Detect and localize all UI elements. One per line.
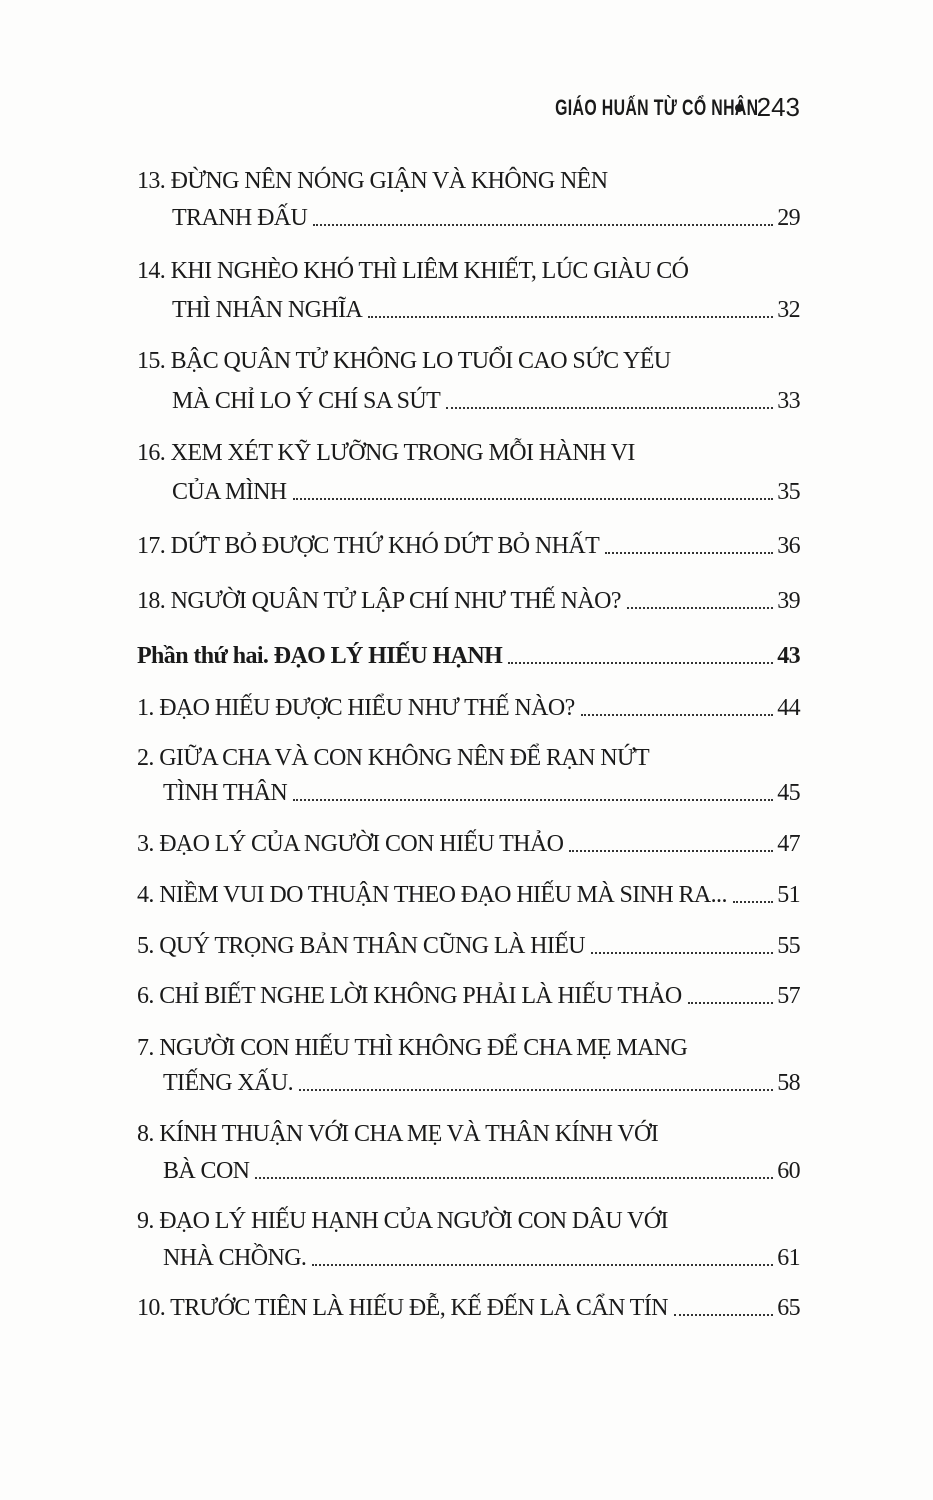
toc-entry-title: TIẾNG XẤU. [163,1070,293,1096]
toc-entry-line [163,1068,800,1098]
toc-entry-line [137,1033,800,1063]
toc-entry-title: NHÀ CHỒNG. [163,1245,307,1271]
toc-entry-line [137,743,800,773]
toc-entry-line [137,346,800,376]
toc-entry-page: 51 [777,882,800,908]
dot-leader [446,407,773,409]
toc-entry-line [137,1206,800,1236]
toc-entry-line [137,166,800,196]
toc-entry-page: 55 [777,933,800,959]
dot-leader [591,952,773,954]
toc-entry-line [172,295,800,325]
toc-entry-line [137,438,800,468]
dot-leader [293,799,773,801]
toc-entry-line [163,1156,800,1186]
toc-entry-line [137,1293,800,1323]
toc-entry-page: 29 [777,205,800,231]
dot-leader [688,1002,774,1004]
book-title: GIÁO HUẤN TỪ CỔ NHÂN [555,94,759,120]
toc-entry-line [137,981,800,1011]
toc-entry-line [137,586,800,616]
dot-leader [674,1314,773,1316]
toc-entry-line [137,256,800,286]
toc-entry-title: 17. DỨT BỎ ĐƯỢC THỨ KHÓ DỨT BỎ NHẤT [137,533,600,559]
toc-entry-title: 1. ĐẠO HIẾU ĐƯỢC HIỂU NHƯ THẾ NÀO? [137,695,575,721]
toc-entry-page: 58 [777,1070,800,1096]
toc-entry-page: 44 [777,695,800,721]
toc-entry-page: 36 [777,533,800,559]
toc-entry-line [137,880,800,910]
dot-leader [299,1089,773,1091]
toc-entry-title: 6. CHỈ BIẾT NGHE LỜI KHÔNG PHẢI LÀ HIẾU THẢO [137,983,682,1009]
toc-entry-line [163,1243,800,1273]
toc-entry-title: CỦA MÌNH [172,479,287,505]
toc-entry-page: 47 [777,831,800,857]
running-header [476,92,800,123]
toc-entry-page: 65 [777,1295,800,1321]
toc-entry-title: 4. NIỀM VUI DO THUẬN THEO ĐẠO HIẾU MÀ SINH RA... [137,882,727,908]
dot-leader [368,316,773,318]
toc-entry-title: 18. NGƯỜI QUÂN TỬ LẬP CHÍ NHƯ THẾ NÀO? [137,588,621,614]
toc-entry-title: 14. KHI NGHÈO KHÓ THÌ LIÊM KHIẾT, LÚC GIÀU CÓ [137,258,689,284]
toc-entry-line [137,531,800,561]
toc-entry-title: 15. BẬC QUÂN TỬ KHÔNG LO TUỔI CAO SỨC YẾU [137,348,671,374]
toc-entry-title: 10. TRƯỚC TIÊN LÀ HIẾU ĐỄ, KẾ ĐẾN LÀ CẨN TÍN [137,1295,668,1321]
toc-entry-page: 60 [777,1158,800,1184]
toc-entry-line [137,693,800,723]
toc-entry-line [172,477,800,507]
toc-entry-line [137,829,800,859]
toc-entry-title: 8. KÍNH THUẬN VỚI CHA MẸ VÀ THÂN KÍNH VỚI [137,1121,659,1147]
dot-leader [255,1177,773,1179]
toc-entry-line [137,1119,800,1149]
toc-entry-title: 7. NGƯỜI CON HIẾU THÌ KHÔNG ĐỂ CHA MẸ MANG [137,1035,688,1061]
dot-leader [605,552,773,554]
toc-entry-title: 16. XEM XÉT KỸ LƯỠNG TRONG MỖI HÀNH VI [137,440,635,466]
dot-leader [508,662,773,664]
toc-entry-title: THÌ NHÂN NGHĨA [172,297,363,323]
toc-entry-line [137,931,800,961]
toc-entry-title: BÀ CON [163,1158,250,1184]
toc-entry-title: 2. GIỮA CHA VÀ CON KHÔNG NÊN ĐỂ RẠN NỨT [137,745,650,771]
toc-entry-title: 5. QUÝ TRỌNG BẢN THÂN CŨNG LÀ HIẾU [137,933,586,959]
toc-entry-page: 32 [777,297,800,323]
toc-entry-title: 9. ĐẠO LÝ HIẾU HẠNH CỦA NGƯỜI CON DÂU VỚI [137,1208,668,1234]
toc-entry-title: 13. ĐỪNG NÊN NÓNG GIẬN VÀ KHÔNG NÊN [137,168,608,194]
toc-entry-page: 39 [777,588,800,614]
toc-entry-page: 35 [777,479,800,505]
toc-entry-line [163,778,800,808]
toc-entry-line [172,386,800,416]
dot-leader [312,1264,773,1266]
toc-entry-page: 45 [777,780,800,806]
toc-entry-page: 57 [777,983,800,1009]
toc-entry-page: 33 [777,388,800,414]
toc-entry-title: Phần thứ hai. ĐẠO LÝ HIẾU HẠNH [137,643,503,669]
toc-entry-line [137,641,800,671]
page-number: 243 [756,92,800,122]
toc-entry-title: MÀ CHỈ LO Ý CHÍ SA SÚT [172,388,441,414]
dot-leader [733,901,773,903]
dot-leader [569,850,773,852]
toc-entry-page: 61 [777,1245,800,1271]
dot-leader [313,224,773,226]
toc-entry-title: TRANH ĐẤU [172,205,308,231]
toc-entry-title: 3. ĐẠO LÝ CỦA NGƯỜI CON HIẾU THẢO [137,831,564,857]
dot-leader [293,498,774,500]
toc-entry-title: TÌNH THÂN [163,780,288,806]
toc-entry-line [172,203,800,233]
dot-leader [627,607,773,609]
toc-entry-page: 43 [777,643,800,669]
dot-leader [581,714,774,716]
